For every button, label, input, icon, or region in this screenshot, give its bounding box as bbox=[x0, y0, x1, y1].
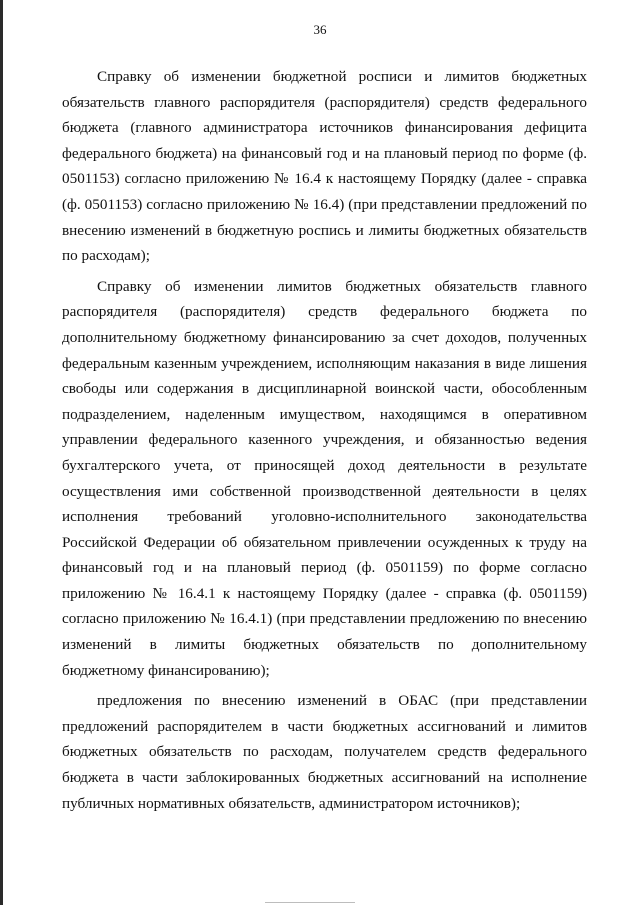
scan-edge bbox=[0, 0, 3, 905]
paragraph-budget-schedule-certificate: Справку об изменении бюджетной росписи и лимитов бюджетных обязательств главного распорядителя (распорядителя) средств федерального бюджета (главного администратора источников финансирования дефицита федерального бюджета) на финансовый год и на плановый период по форме (ф. 0501153) согласно приложению № 16.4 к настоящему Порядку (далее - справка (ф. 0501153) согласно приложению № 16.4) (при представлении предложений по внесению изменений в бюджетную роспись и лимиты бюджетных обязательств по расходам); bbox=[62, 68, 587, 265]
paragraph-obas-proposals: предложения по внесению изменений в ОБАС (при представлении предложений распорядителем в части бюджетных ассигнований и лимитов бюджетных обязательств по расходам, получателем средств федерального бюджета в части заблокированных бюджетных ассигнований на исполнение публичных нормативных обязательств, администратором источников); bbox=[62, 692, 587, 812]
document-body bbox=[62, 64, 587, 816]
page-number: 36 bbox=[313, 22, 327, 37]
paragraph-additional-financing-certificate: Справку об изменении лимитов бюджетных обязательств главного распорядителя (распорядителя) средств федерального бюджета по дополнительному бюджетному финансированию за счет доходов, полученных федеральным казенным учреждением, исполняющим наказания в виде лишения свободы или содержания в дисциплинарной воинской части, обособленным подразделением, наделенным имуществом, находящимся в оперативном управлении федерального казенного учреждения, и обязанностью ведения бухгалтерского учета, от приносящей доход деятельности в результате осуществления ими собственной производственной деятельности в целях исполнения требований уголовно-исполнительного законодательства Российской Федерации об обязательном привлечении осужденных к труду на финансовый год и на плановый период (ф. 0501159) по форме согласно приложению № 16.4.1 к настоящему Порядку (далее - справка (ф. 0501159) согласно приложению № 16.4.1) (при представлении предложению по внесению изменений в лимиты бюджетных обязательств по дополнительному бюджетному финансированию); bbox=[62, 277, 587, 679]
scan-bottom-mark bbox=[265, 902, 355, 903]
